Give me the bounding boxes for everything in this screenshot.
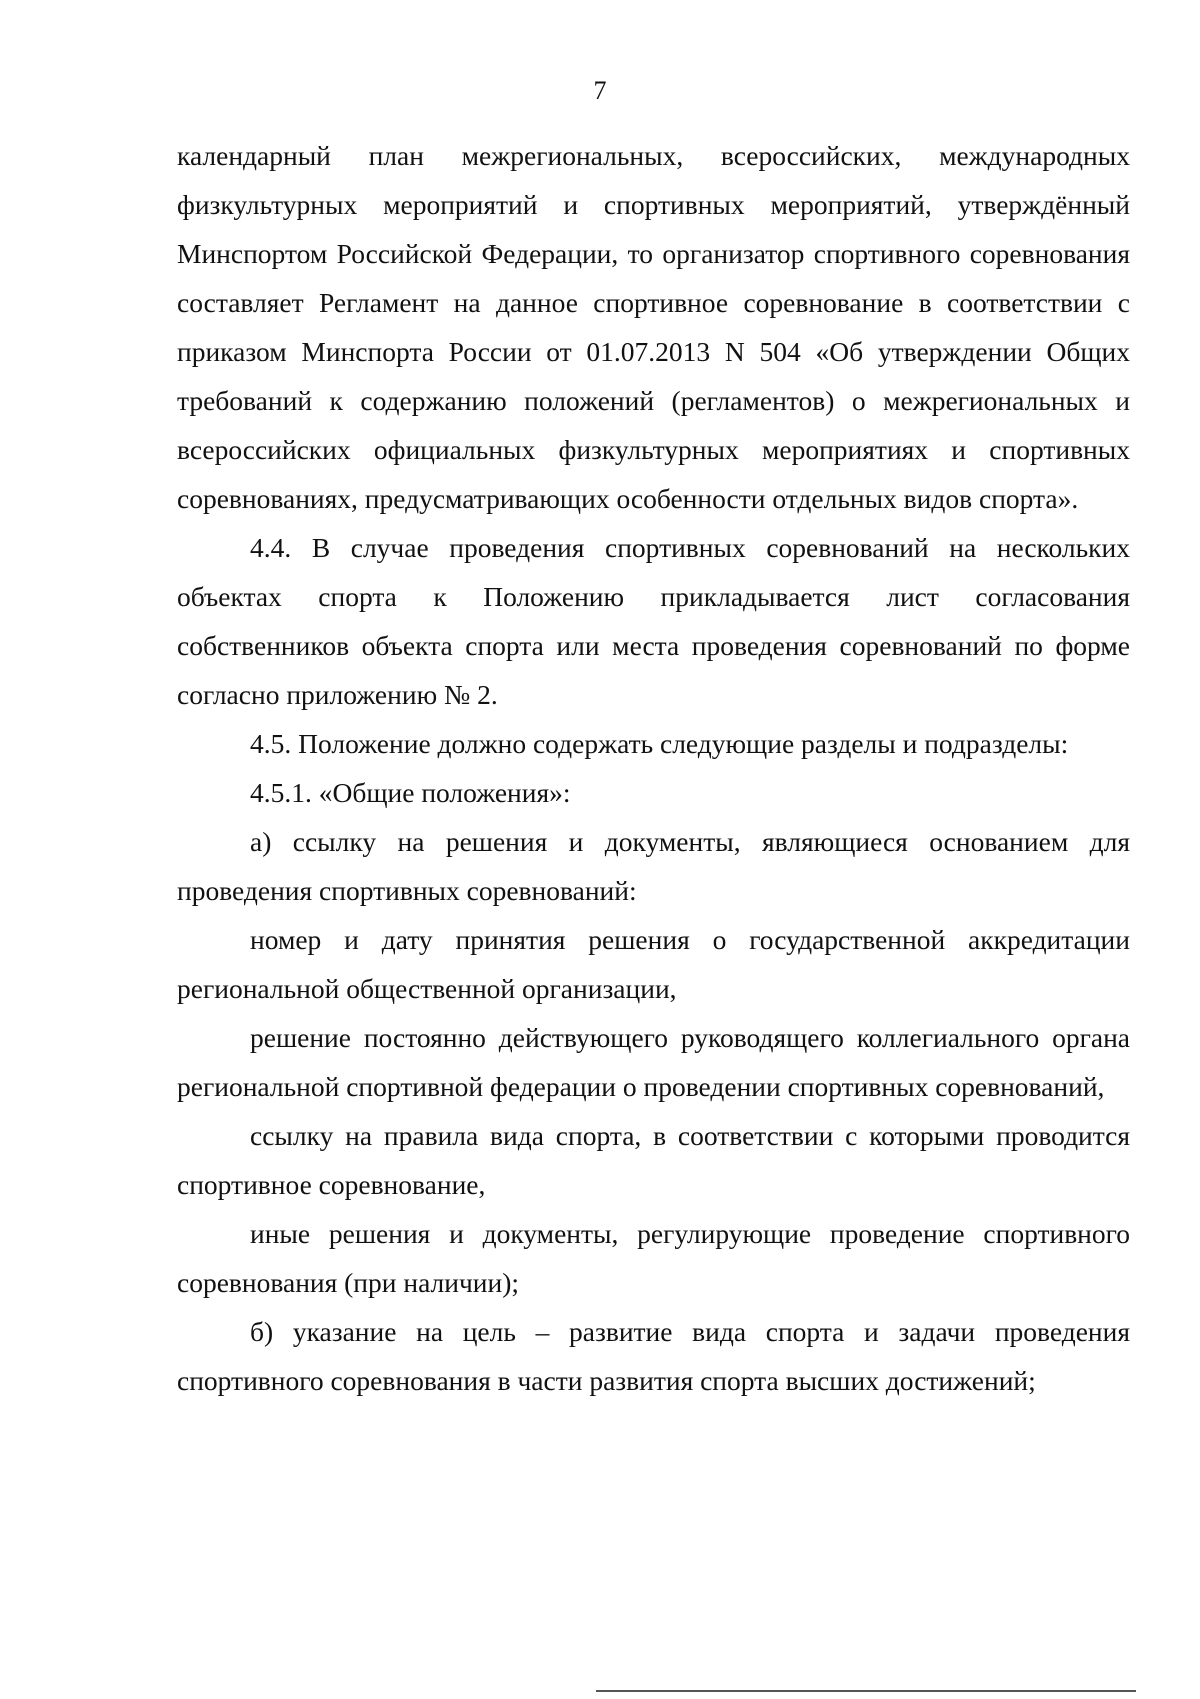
paragraph-continuation: календарный план межрегиональных, всероссийских, международных физкультурных мероприятий и спортивных мероприятий, утверждённый Минспортом Российской Федерации, то организатор спортивного соревнования составляет Регламент на данное спортивное соревнование в соответствии с приказом Минспорта России от 01.07.2013 N 504 «Об утверждении Общих требований к содержанию положений (регламентов) о межрегиональных и всероссийских официальных физкультурных мероприятиях и спортивных соревнованиях, предусматривающих особенности отдельных видов спорта».	[177, 140, 1130, 514]
paragraph-4-5: 4.5. Положение должно содержать следующие разделы и подразделы:	[250, 728, 1069, 759]
paragraph-item-a: а) ссылку на решения и документы, являющиеся основанием для проведения спортивных соревнований:	[177, 826, 1130, 906]
scan-edge-line	[596, 1690, 1136, 1692]
paragraph-other-documents: иные решения и документы, регулирующие проведение спортивного соревнования (при наличии);	[177, 1218, 1130, 1298]
document-body	[177, 131, 1130, 1405]
paragraph-accreditation: номер и дату принятия решения о государственной аккредитации региональной общественной организации,	[177, 924, 1130, 1004]
page-number: 7	[593, 76, 607, 105]
paragraph-item-b: б) указание на цель – развитие вида спорта и задачи проведения спортивного соревнования в части развития спорта высших достижений;	[177, 1316, 1130, 1396]
paragraph-4-4: 4.4. В случае проведения спортивных соревнований на нескольких объектах спорта к Положению прикладывается лист согласования собственников объекта спорта или места проведения соревнований по форме согласно приложению № 2.	[177, 532, 1130, 710]
paragraph-sport-rules: ссылку на правила вида спорта, в соответствии с которыми проводится спортивное соревнование,	[177, 1120, 1130, 1200]
paragraph-4-5-1: 4.5.1. «Общие положения»:	[250, 777, 571, 808]
paragraph-federation-decision: решение постоянно действующего руководящего коллегиального органа региональной спортивной федерации о проведении спортивных соревнований,	[177, 1022, 1130, 1102]
